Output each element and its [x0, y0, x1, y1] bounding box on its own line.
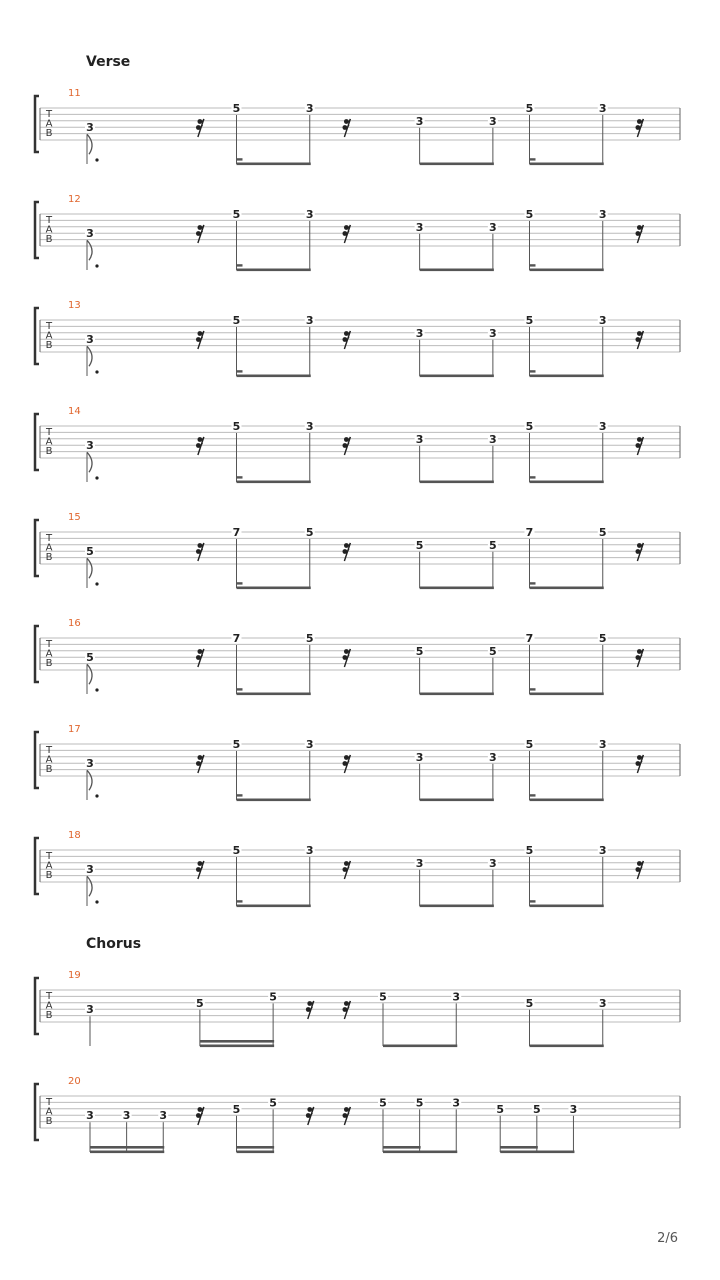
- dot: [95, 158, 98, 161]
- fret-number: 3: [489, 856, 497, 870]
- tab-system: [35, 618, 680, 695]
- dot: [95, 582, 98, 585]
- fret-number: 5: [489, 644, 497, 658]
- tab-clef-b: B: [45, 340, 53, 351]
- note-flag: [87, 134, 92, 154]
- fret-number: 3: [305, 420, 314, 433]
- sixteenth-rest: [306, 1001, 314, 1019]
- sixteenth-rest: [342, 1107, 350, 1125]
- fret-number: 7: [525, 632, 534, 645]
- tab-clef-a: A: [45, 330, 53, 342]
- tab-system: [35, 1076, 680, 1153]
- fret-number: 5: [525, 314, 534, 327]
- tab-clef-b: B: [45, 1116, 53, 1127]
- fret-number: 3: [305, 844, 314, 857]
- dot: [95, 794, 98, 797]
- tab-clef-b: B: [45, 446, 53, 457]
- fret-number: 3: [305, 738, 314, 751]
- fret-number: 3: [86, 863, 94, 877]
- fret-number: 5: [415, 644, 424, 658]
- fret-number: 7: [232, 526, 241, 539]
- tab-clef-t: T: [45, 215, 53, 226]
- beam-stub: [530, 688, 536, 690]
- note-beam: [530, 799, 604, 802]
- note-flag: [87, 876, 92, 896]
- tab-clef-t: T: [45, 533, 53, 544]
- tab-clef-b: B: [45, 234, 53, 245]
- tab-system: [35, 724, 680, 801]
- fret-number: 5: [232, 844, 241, 857]
- sixteenth-rest: [635, 543, 643, 561]
- tab-clef-b: B: [45, 1010, 53, 1021]
- fret-number: 5: [232, 738, 241, 751]
- dot: [95, 688, 98, 691]
- sixteenth-rest: [196, 649, 204, 667]
- measure-number: 16: [68, 618, 81, 629]
- fret-number: 5: [232, 102, 241, 115]
- note-beam: [420, 269, 494, 272]
- sixteenth-rest: [635, 437, 643, 455]
- sixteenth-rest: [196, 861, 204, 879]
- fret-number: 3: [569, 1102, 578, 1116]
- fret-number: 5: [532, 1102, 541, 1116]
- measure-number: 18: [68, 830, 81, 841]
- note-beam: [500, 1151, 574, 1154]
- fret-number: 5: [196, 996, 204, 1010]
- note-beam: [383, 1045, 457, 1048]
- fret-number: 3: [415, 432, 424, 446]
- system-bracket: [35, 1084, 39, 1140]
- tab-clef-t: T: [45, 991, 53, 1002]
- sixteenth-rest: [306, 1107, 314, 1125]
- note-beam: [420, 905, 494, 908]
- fret-number: 5: [525, 996, 534, 1010]
- sixteenth-rest: [196, 331, 204, 349]
- sixteenth-rest: [342, 331, 350, 349]
- fret-number: 3: [452, 1096, 461, 1110]
- measure-number: 13: [68, 300, 81, 311]
- dot: [95, 370, 98, 373]
- fret-number: 3: [598, 738, 607, 751]
- note-beam: [530, 1045, 604, 1048]
- fret-number: 5: [86, 545, 94, 559]
- tab-clef-b: B: [45, 764, 53, 775]
- note-beam: [237, 375, 311, 378]
- note-beam: [237, 799, 311, 802]
- sixteenth-rest: [342, 649, 350, 667]
- beam-stub: [530, 370, 536, 372]
- fret-number: 5: [489, 538, 497, 552]
- note-flag: [87, 664, 92, 684]
- tab-clef-t: T: [45, 109, 53, 120]
- system-bracket: [35, 414, 39, 470]
- sixteenth-rest: [635, 755, 643, 773]
- measure-number: 12: [68, 194, 81, 205]
- tab-clef-t: T: [45, 639, 53, 650]
- system-bracket: [35, 732, 39, 788]
- tab-system: [35, 194, 680, 271]
- note-beam: [420, 375, 494, 378]
- note-beam: [237, 163, 311, 166]
- tab-clef-b: B: [45, 552, 53, 563]
- tab-clef-a: A: [45, 224, 53, 236]
- fret-number: 5: [232, 420, 241, 433]
- fret-number: 3: [489, 220, 497, 234]
- fret-number: 5: [232, 208, 241, 221]
- fret-number: 3: [598, 102, 607, 115]
- fret-number: 5: [525, 102, 534, 115]
- fret-number: 3: [598, 208, 607, 221]
- note-beam: [383, 1151, 457, 1154]
- note-beam: [237, 693, 311, 696]
- measure-number: 11: [68, 88, 81, 99]
- fret-number: 5: [525, 738, 534, 751]
- beam-stub: [530, 476, 536, 478]
- tab-clef-b: B: [45, 870, 53, 881]
- sixteenth-rest: [342, 861, 350, 879]
- note-flag: [87, 346, 92, 366]
- fret-number: 3: [86, 1109, 94, 1123]
- measure-number: 17: [68, 724, 81, 735]
- tab-clef-a: A: [45, 860, 53, 872]
- fret-number: 3: [598, 844, 607, 857]
- fret-number: 5: [305, 632, 314, 645]
- sixteenth-rest: [635, 225, 643, 243]
- note-beam: [530, 269, 604, 272]
- sixteenth-rest: [342, 225, 350, 243]
- note-beam-secondary: [383, 1146, 421, 1149]
- note-flag: [87, 558, 92, 578]
- beam-stub: [530, 794, 536, 796]
- system-bracket: [35, 838, 39, 894]
- fret-number: 3: [489, 114, 497, 128]
- measure-number: 15: [68, 512, 81, 523]
- beam-stub: [237, 264, 243, 266]
- beam-stub: [237, 158, 243, 160]
- fret-number: 5: [232, 314, 241, 327]
- tab-system: [35, 830, 680, 907]
- system-bracket: [35, 308, 39, 364]
- beam-stub: [530, 900, 536, 902]
- system-bracket: [35, 626, 39, 682]
- fret-number: 5: [415, 1096, 424, 1110]
- tab-clef-b: B: [45, 128, 53, 139]
- note-beam: [237, 905, 311, 908]
- fret-number: 3: [305, 102, 314, 115]
- fret-number: 3: [415, 326, 424, 340]
- beam-stub: [237, 688, 243, 690]
- dot: [95, 476, 98, 479]
- beam-stub: [530, 264, 536, 266]
- note-beam-secondary: [200, 1040, 274, 1043]
- sixteenth-rest: [342, 543, 350, 561]
- dot: [95, 900, 98, 903]
- fret-number: 3: [415, 114, 424, 128]
- tab-system: [35, 970, 680, 1047]
- fret-number: 3: [86, 227, 94, 241]
- note-beam: [530, 693, 604, 696]
- note-beam: [530, 587, 604, 590]
- system-bracket: [35, 978, 39, 1034]
- tab-clef-t: T: [45, 321, 53, 332]
- system-bracket: [35, 96, 39, 152]
- fret-number: 3: [305, 314, 314, 327]
- sixteenth-rest: [196, 119, 204, 137]
- note-flag: [87, 770, 92, 790]
- fret-number: 5: [232, 1102, 241, 1116]
- fret-number: 3: [598, 314, 607, 327]
- tab-system: [35, 512, 680, 589]
- note-beam: [420, 799, 494, 802]
- beam-stub: [530, 582, 536, 584]
- fret-number: 5: [269, 990, 277, 1004]
- note-beam: [90, 1151, 164, 1154]
- fret-number: 5: [525, 844, 534, 857]
- fret-number: 3: [489, 326, 497, 340]
- fret-number: 3: [86, 757, 94, 771]
- beam-stub: [237, 476, 243, 478]
- note-flag: [87, 452, 92, 472]
- fret-number: 5: [598, 526, 607, 539]
- fret-number: 3: [415, 750, 424, 764]
- note-beam: [237, 587, 311, 590]
- note-beam: [530, 163, 604, 166]
- note-beam: [420, 693, 494, 696]
- tab-clef-t: T: [45, 851, 53, 862]
- fret-number: 3: [86, 1003, 94, 1017]
- section-label-chorus: Chorus: [86, 936, 142, 952]
- note-beam: [420, 587, 494, 590]
- fret-number: 3: [489, 750, 497, 764]
- tab-system: [35, 88, 680, 165]
- fret-number: 3: [415, 220, 424, 234]
- beam-stub: [237, 900, 243, 902]
- tab-clef-b: B: [45, 658, 53, 669]
- tab-clef-a: A: [45, 118, 53, 130]
- note-beam: [200, 1045, 274, 1048]
- fret-number: 3: [86, 333, 94, 347]
- fret-number: 3: [415, 856, 424, 870]
- fret-number: 5: [305, 526, 314, 539]
- fret-number: 5: [415, 538, 424, 552]
- fret-number: 5: [86, 651, 94, 665]
- note-beam-secondary: [90, 1146, 164, 1149]
- section-label-verse: Verse: [86, 54, 131, 70]
- beam-stub: [237, 582, 243, 584]
- note-beam: [237, 481, 311, 484]
- sixteenth-rest: [196, 225, 204, 243]
- fret-number: 5: [496, 1102, 505, 1116]
- fret-number: 3: [86, 121, 94, 135]
- note-beam-secondary: [500, 1146, 538, 1149]
- fret-number: 7: [232, 632, 241, 645]
- fret-number: 3: [122, 1109, 131, 1123]
- sixteenth-rest: [635, 649, 643, 667]
- note-beam: [530, 905, 604, 908]
- measure-number: 19: [68, 970, 81, 981]
- fret-number: 5: [379, 990, 387, 1004]
- beam-stub: [237, 794, 243, 796]
- beam-stub: [237, 370, 243, 372]
- tab-clef-t: T: [45, 745, 53, 756]
- tab-clef-a: A: [45, 1106, 53, 1118]
- tab-system: [35, 300, 680, 377]
- tab-clef-a: A: [45, 436, 53, 448]
- sixteenth-rest: [635, 331, 643, 349]
- sixteenth-rest: [635, 119, 643, 137]
- tab-clef-t: T: [45, 1097, 53, 1108]
- sixteenth-rest: [196, 1107, 204, 1125]
- note-beam: [420, 481, 494, 484]
- fret-number: 3: [159, 1109, 168, 1123]
- fret-number: 5: [269, 1096, 277, 1110]
- fret-number: 7: [525, 526, 534, 539]
- tab-clef-t: T: [45, 427, 53, 438]
- note-beam: [420, 163, 494, 166]
- fret-number: 3: [598, 420, 607, 433]
- fret-number: 5: [525, 420, 534, 433]
- sixteenth-rest: [342, 119, 350, 137]
- note-beam-secondary: [237, 1146, 275, 1149]
- fret-number: 3: [598, 996, 607, 1010]
- fret-number: 5: [525, 208, 534, 221]
- tab-clef-a: A: [45, 648, 53, 660]
- fret-number: 3: [452, 990, 461, 1004]
- tab-system: [35, 406, 680, 483]
- sixteenth-rest: [342, 1001, 350, 1019]
- sixteenth-rest: [342, 437, 350, 455]
- sixteenth-rest: [635, 861, 643, 879]
- page-number: 2/6: [657, 1231, 678, 1246]
- fret-number: 5: [598, 632, 607, 645]
- dot: [95, 264, 98, 267]
- tab-clef-a: A: [45, 754, 53, 766]
- beam-stub: [530, 158, 536, 160]
- fret-number: 5: [379, 1096, 387, 1110]
- note-beam: [530, 481, 604, 484]
- sixteenth-rest: [196, 437, 204, 455]
- system-bracket: [35, 202, 39, 258]
- note-beam: [237, 1151, 275, 1154]
- sixteenth-rest: [196, 755, 204, 773]
- sixteenth-rest: [196, 543, 204, 561]
- measure-number: 14: [68, 406, 81, 417]
- fret-number: 3: [305, 208, 314, 221]
- note-beam: [530, 375, 604, 378]
- note-flag: [87, 240, 92, 260]
- fret-number: 3: [86, 439, 94, 453]
- tab-clef-a: A: [45, 542, 53, 554]
- tab-clef-a: A: [45, 1000, 53, 1012]
- fret-number: 3: [489, 432, 497, 446]
- note-beam: [237, 269, 311, 272]
- sixteenth-rest: [342, 755, 350, 773]
- system-bracket: [35, 520, 39, 576]
- measure-number: 20: [68, 1076, 81, 1087]
